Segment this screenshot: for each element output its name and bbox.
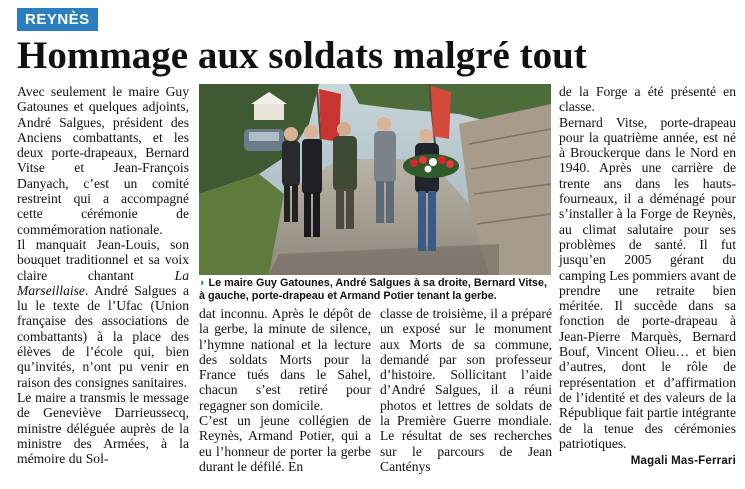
article-paragraph: Le maire a transmis le message de Geneviève Darrieussecq, ministre déléguée auprès de la ministre des Armées, à la mémoire du Sol- [17,389,189,467]
article-column-2 [199,306,371,474]
author-byline: Magali Mas-Ferrari [630,455,736,468]
article-column-4 [559,84,736,469]
article-paragraph: classe de troisième, il a préparé un exposé sur le monument aux Morts de sa commune, demandé par son professeur d’histoire. Sollicitant l’aide d’André Salgues, il a réuni photos et lettres de soldats de la Première Guerre mondiale. Le résultat de ses recherches sur le parcours de Jean Canténys [380,306,552,474]
paragraph-text: . André Salgues a lu le texte de l’Ufac (Union française des associations de combattants) à la place des élèves de l’école qui, bien qu’invités, n’ont pu venir en raison des consignes sanitaires. [17,282,189,390]
article-paragraph: C’est un jeune collégien de Reynès, Armand Potier, qui a eu l’honneur de porter la gerbe durant le défilé. En [199,413,371,474]
headline: Hommage aux soldats malgré tout [17,34,587,77]
paragraph-text: Il manquait Jean-Louis, son bouquet traditionnel et sa voix claire chantant [17,236,189,283]
article-column-1 [17,84,189,466]
article-paragraph: Avec seulement le maire Guy Gatounes et quelques adjoints, André Salgues, président des Anciens combattants, et les deux porte-drapeaux, Bernard Vitse et Jean-François Danyach, c’est un comité restreint qui a accompagné cette cérémonie de commémoration nationale. [17,84,189,237]
article-paragraph [17,237,189,390]
caption-marker-icon: ◗ [199,277,206,289]
song-title: La Marseillaise [17,267,189,298]
article-column-3 [380,306,552,474]
caption-text: Le maire Guy Gatounes, André Salgues à sa droite, Bernard Vitse, à gauche, porte-drapeau et Armand Potier tenant la gerbe. [199,277,547,302]
section-tag: REYNÈS [17,8,98,31]
article-paragraph: dat inconnu. Après le dépôt de la gerbe, la minute de silence, l’hymne national et la lecture des soldats Morts pour la France tués dans le Sahel, chacun s’est retiré pour regagner son domicile. [199,306,371,413]
ceremony-photo [199,84,551,275]
article-paragraph: Bernard Vitse, porte-drapeau pour la quatrième année, est né à Brouckerque dans le Nord en 1940. Après une carrière de trente ans dans les hauts-fourneaux, il a déménagé pour s’installer à la Forge de Reynès, au climat salutaire pour ses problèmes de santé. Il fut jusqu’en 2005 gérant du camping Les pommiers avant de prendre une retraite bien méritée. Il succède dans sa fonction de porte-drapeau à Jean-Pierre Marquès, Bernard Bouf, Vincent Olieu… et bien d’autres, dont le rôle de représentation et d’affirmation de l’identité et des valeurs de la République fait partie intégrante de la tenue des cérémonies patriotiques. [559,114,736,451]
photo-caption [199,277,551,303]
article-paragraph: de la Forge a été présenté en classe. [559,84,736,115]
